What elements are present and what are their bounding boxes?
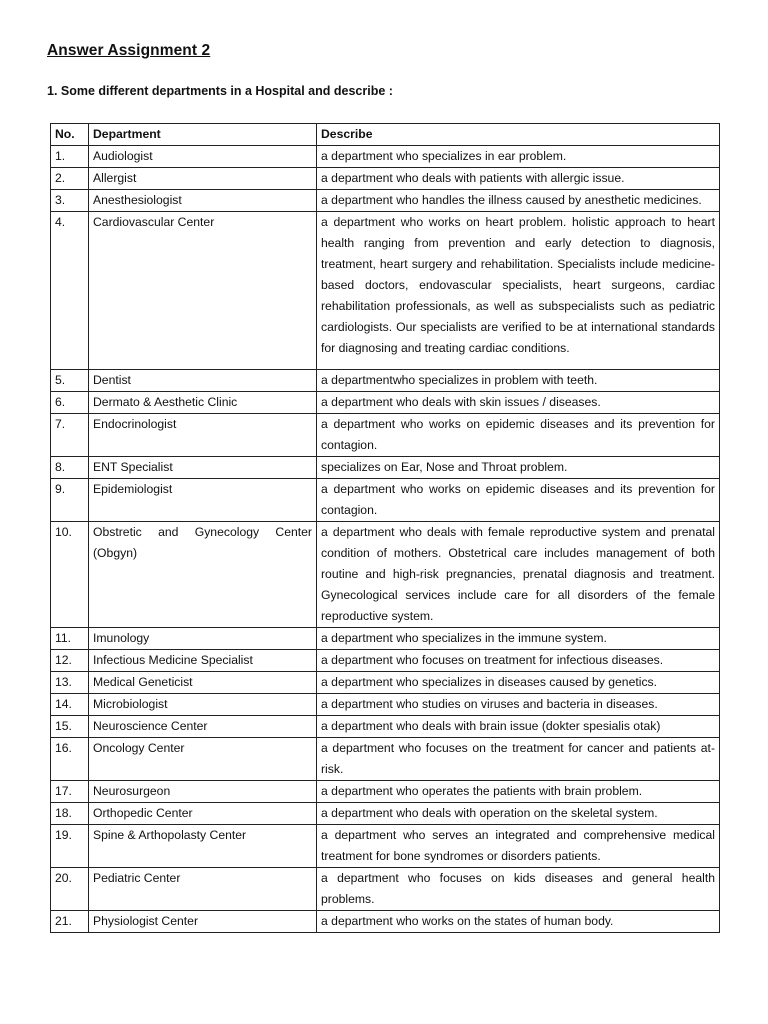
row-no: 9.	[51, 479, 89, 522]
header-describe: Describe	[317, 124, 720, 146]
row-no: 20.	[51, 868, 89, 911]
table-row	[51, 650, 720, 672]
row-department: Neuroscience Center	[89, 716, 317, 738]
question-heading: 1. Some different departments in a Hospital and describe :	[47, 84, 393, 98]
row-no: 7.	[51, 414, 89, 457]
row-describe: a department who operates the patients with brain problem.	[317, 781, 720, 803]
row-describe: a department who deals with skin issues / diseases.	[317, 392, 720, 414]
row-no: 1.	[51, 146, 89, 168]
row-describe: a department who works on epidemic diseases and its prevention for contagion.	[317, 414, 720, 457]
row-describe: a department who deals with operation on the skeletal system.	[317, 803, 720, 825]
row-department: Imunology	[89, 628, 317, 650]
row-department: Obstretic and Gynecology Center (Obgyn)	[89, 522, 317, 628]
row-describe: a department who focuses on kids diseases and general health problems.	[317, 868, 720, 911]
row-no: 16.	[51, 738, 89, 781]
table-header-row	[51, 124, 720, 146]
row-department: Orthopedic Center	[89, 803, 317, 825]
table-row	[51, 212, 720, 370]
row-department: Anesthesiologist	[89, 190, 317, 212]
row-describe: specializes on Ear, Nose and Throat problem.	[317, 457, 720, 479]
row-no: 21.	[51, 911, 89, 933]
row-department: Pediatric Center	[89, 868, 317, 911]
row-department: Endocrinologist	[89, 414, 317, 457]
table-row	[51, 479, 720, 522]
row-department: ENT Specialist	[89, 457, 317, 479]
page-title: Answer Assignment 2	[47, 42, 211, 59]
row-department: Audiologist	[89, 146, 317, 168]
row-no: 14.	[51, 694, 89, 716]
table-row	[51, 868, 720, 911]
table-row	[51, 694, 720, 716]
row-no: 4.	[51, 212, 89, 370]
row-no: 13.	[51, 672, 89, 694]
row-department: Dentist	[89, 370, 317, 392]
row-department: Infectious Medicine Specialist	[89, 650, 317, 672]
row-describe: a departmentwho specializes in problem with teeth.	[317, 370, 720, 392]
row-describe: a department who serves an integrated and comprehensive medical treatment for bone syndromes or disorders patients.	[317, 825, 720, 868]
row-department: Medical Geneticist	[89, 672, 317, 694]
table-row	[51, 522, 720, 628]
row-describe: a department who handles the illness caused by anesthetic medicines.	[317, 190, 720, 212]
row-describe: a department who works on epidemic diseases and its prevention for contagion.	[317, 479, 720, 522]
table-row	[51, 781, 720, 803]
row-department: Dermato & Aesthetic Clinic	[89, 392, 317, 414]
row-describe: a department who studies on viruses and bacteria in diseases.	[317, 694, 720, 716]
table-row	[51, 168, 720, 190]
row-department: Neurosurgeon	[89, 781, 317, 803]
table-row	[51, 803, 720, 825]
table-row	[51, 628, 720, 650]
row-no: 5.	[51, 370, 89, 392]
table-row	[51, 825, 720, 868]
table-row	[51, 392, 720, 414]
row-department: Allergist	[89, 168, 317, 190]
row-department: Cardiovascular Center	[89, 212, 317, 370]
row-no: 12.	[51, 650, 89, 672]
header-no: No.	[51, 124, 89, 146]
row-describe: a department who works on heart problem. holistic approach to heart health ranging from prevention and early detection to diagnosis, treatment, heart surgery and rehabilitation. Specialists include medicine-based doctors, endovascular specialists, heart surgeons, cardiac rehabilitation professionals, as well as subspecialists such as pediatric cardiologists. Our specialists are verified to be at international standards for diagnosing and treating cardiac conditions.	[317, 212, 720, 370]
row-describe: a department who deals with patients with allergic issue.	[317, 168, 720, 190]
row-department: Oncology Center	[89, 738, 317, 781]
row-no: 8.	[51, 457, 89, 479]
table-row	[51, 716, 720, 738]
table-row	[51, 190, 720, 212]
table-row	[51, 457, 720, 479]
row-no: 3.	[51, 190, 89, 212]
table-row	[51, 738, 720, 781]
header-department: Department	[89, 124, 317, 146]
row-describe: a department who works on the states of human body.	[317, 911, 720, 933]
row-no: 2.	[51, 168, 89, 190]
row-no: 6.	[51, 392, 89, 414]
row-describe: a department who specializes in diseases caused by genetics.	[317, 672, 720, 694]
row-department: Physiologist Center	[89, 911, 317, 933]
row-describe: a department who specializes in the immune system.	[317, 628, 720, 650]
row-no: 15.	[51, 716, 89, 738]
row-describe: a department who deals with female reproductive system and prenatal condition of mothers. Obstetrical care includes management of both routine and high-risk pregnancies, prenatal diagnosis and treatment. Gynecological services include care for all disorders of the female reproductive system.	[317, 522, 720, 628]
table-row	[51, 672, 720, 694]
table-row	[51, 146, 720, 168]
row-describe: a department who deals with brain issue (dokter spesialis otak)	[317, 716, 720, 738]
departments-table	[50, 123, 720, 933]
row-department: Spine & Arthopolasty Center	[89, 825, 317, 868]
row-describe: a department who focuses on the treatment for cancer and patients at-risk.	[317, 738, 720, 781]
row-no: 19.	[51, 825, 89, 868]
row-no: 10.	[51, 522, 89, 628]
row-no: 18.	[51, 803, 89, 825]
table-row	[51, 414, 720, 457]
table-row	[51, 911, 720, 933]
row-department: Epidemiologist	[89, 479, 317, 522]
row-department: Microbiologist	[89, 694, 317, 716]
row-no: 17.	[51, 781, 89, 803]
row-describe: a department who specializes in ear problem.	[317, 146, 720, 168]
row-describe: a department who focuses on treatment for infectious diseases.	[317, 650, 720, 672]
row-no: 11.	[51, 628, 89, 650]
table-row	[51, 370, 720, 392]
